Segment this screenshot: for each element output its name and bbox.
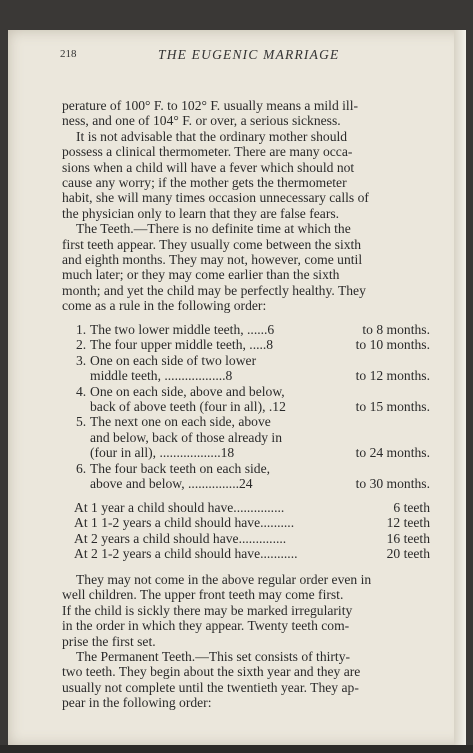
list-number: 5.	[76, 414, 87, 430]
teeth-paragraph-first-line	[62, 221, 430, 236]
teeth-line: first teeth appear. They usually come between the sixth	[62, 236, 362, 252]
teeth-line: come as a rule in the following order:	[62, 298, 267, 314]
permanent-heading: The Permanent Teeth.	[76, 649, 196, 665]
list-number: 3.	[76, 352, 87, 368]
teeth-line: month; and yet the child may be perfectly healthy. They	[62, 282, 366, 298]
intro-line: perature of 100° F. to 102° F. usually means a mild ill-	[62, 98, 359, 113]
list-text: The four back teeth on each side,	[90, 460, 271, 476]
text-block-top	[62, 98, 430, 314]
thermometer-line: It is not advisable that the ordinary mother should	[76, 128, 348, 144]
permanent-paragraph-first-line	[62, 649, 430, 664]
thermometer-line: sions when a child will have a fever which should not	[62, 159, 355, 175]
thermometer-line: cause any worry; if the mother gets the thermometer	[62, 175, 347, 191]
list-text: One on each side of two lower	[90, 352, 257, 368]
list-range: to 24 months.	[355, 445, 430, 461]
age-count: 6 teeth	[393, 500, 430, 515]
list-text: The two lower middle teeth, ......6	[90, 322, 275, 337]
teeth-heading: The Teeth.	[76, 221, 134, 237]
page-edge-shadow	[454, 30, 466, 746]
intro-line: ness, and one of 104° F. or over, a serious sickness.	[62, 113, 341, 129]
list-number: 2.	[76, 337, 87, 353]
teeth-line: —There is no definite time at which the	[133, 221, 351, 237]
list-text: and below, back of those already in	[90, 429, 283, 445]
list-text: (four in all), ..................18	[90, 445, 235, 461]
list-number: 1.	[76, 322, 87, 337]
teeth-line: and eighth months. They may not, however, come until	[62, 252, 363, 268]
list-range: to 10 months.	[355, 337, 430, 353]
list-range: to 30 months.	[355, 475, 430, 491]
teeth-line: much later; or they may come earlier than the sixth	[62, 267, 340, 283]
list-text: The four upper middle teeth, .....8	[90, 337, 274, 353]
list-text: The next one on each side, above	[90, 414, 271, 430]
running-head: THE EUGENIC MARRIAGE	[158, 47, 340, 62]
order-line: in the order in which they appear. Twenty teeth com-	[62, 618, 350, 634]
list-text: back of above teeth (four in all), .12	[90, 398, 286, 414]
age-text: At 1 year a child should have...............	[74, 500, 285, 515]
list-text: One on each side, above and below,	[90, 383, 285, 399]
age-count: 12 teeth	[386, 515, 430, 531]
age-count: 16 teeth	[386, 530, 430, 546]
teeth-schedule-list	[62, 322, 430, 491]
permanent-line: pear in the following order:	[62, 695, 212, 711]
order-line: If the child is sickly there may be marked irregularity	[62, 602, 353, 618]
list-range: to 8 months.	[362, 322, 430, 337]
age-text: At 1 1-2 years a child should have..........	[74, 515, 295, 531]
list-text: above and below, ...............24	[90, 475, 253, 491]
permanent-line: usually not complete until the twentieth year. They ap-	[62, 679, 359, 695]
age-count: 20 teeth	[386, 546, 430, 562]
list-number: 4.	[76, 383, 87, 399]
age-text: At 2 1-2 years a child should have...........	[74, 546, 298, 562]
list-text: middle teeth, ..................8	[90, 368, 233, 384]
age-text: At 2 years a child should have..............	[74, 530, 287, 546]
order-line: prise the first set.	[62, 633, 156, 649]
page-number: 218	[60, 48, 77, 60]
thermometer-line: the physician only to learn that they are false fears.	[62, 205, 340, 221]
order-line: They may not come in the above regular order even in	[76, 572, 372, 587]
list-range: to 12 months.	[355, 368, 430, 384]
list-range: to 15 months.	[355, 398, 430, 414]
list-number: 6.	[76, 460, 87, 476]
thermometer-line: habit, she will many times occasion unnecessary calls of	[62, 190, 369, 206]
order-line: well children. The upper front teeth may come first.	[62, 587, 344, 603]
permanent-line: —This set consists of thirty-	[195, 649, 351, 665]
scan-border	[0, 745, 473, 753]
permanent-line: two teeth. They begin about the sixth year and they are	[62, 664, 361, 680]
thermometer-line: possess a clinical thermometer. There are many occa-	[62, 144, 353, 160]
teeth-count-list	[62, 500, 430, 562]
text-block-bottom	[62, 572, 430, 711]
